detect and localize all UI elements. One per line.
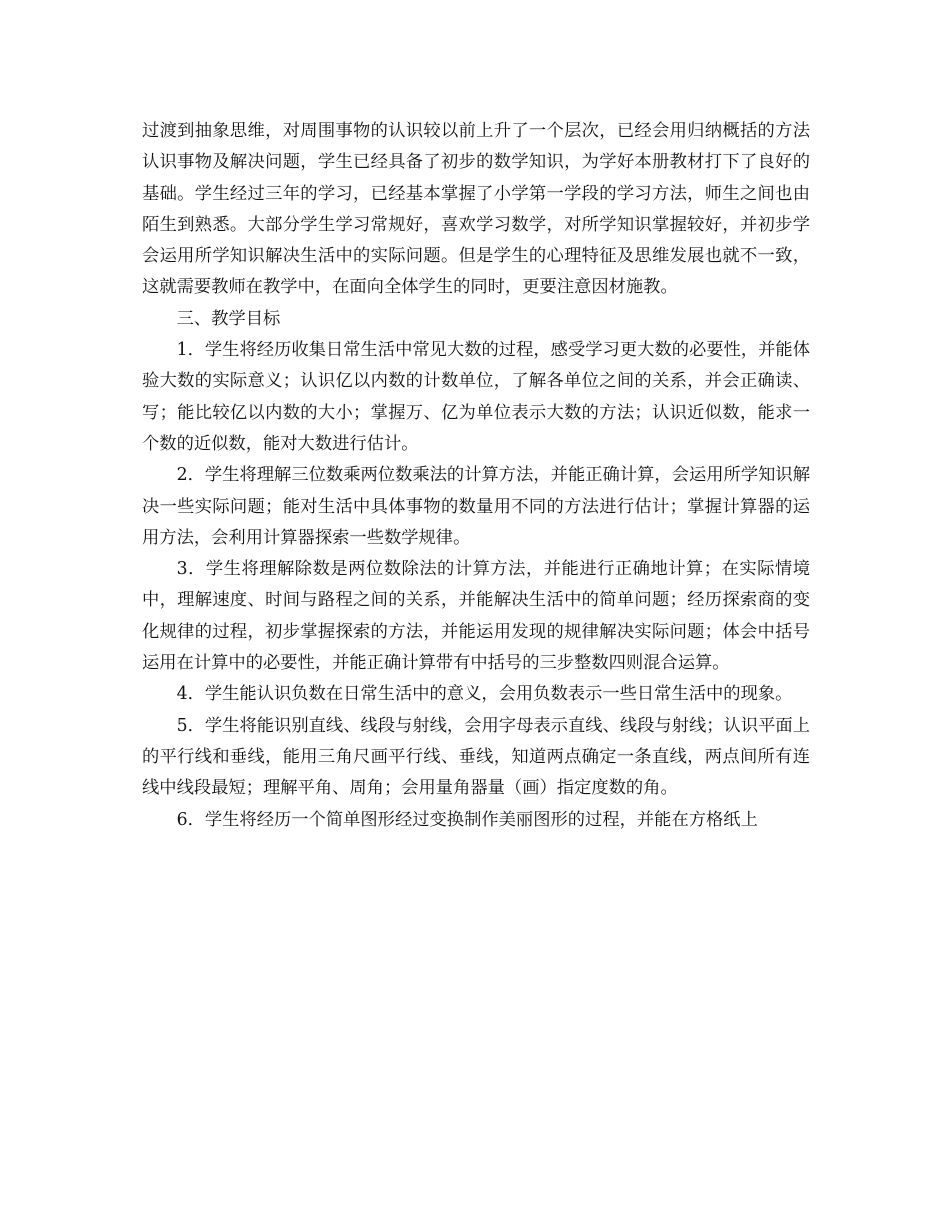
goal-paragraph-2: 2．学生将理解三位数乘两位数乘法的计算方法，并能正确计算，会运用所学知识解决一些实际问题；能对生活中具体事物的数量用不同的方法进行估计；掌握计算器的运用方法，会利用计算器探索一些数学规律。 xyxy=(142,465,810,548)
section-heading: 三、教学目标 xyxy=(176,308,281,329)
goal-paragraph-4: 4．学生能认识负数在日常生活中的意义，会用负数表示一些日常生活中的现象。 xyxy=(176,684,793,705)
goal-paragraph-3: 3．学生将理解除数是两位数除法的计算方法，并能进行正确地计算；在实际情境中，理解速度、时间与路程之间的关系，并能解决生活中的简单问题；经历探索商的变化规律的过程，初步掌握探索的方法，并能运用发现的规律解决实际问题；体会中括号运用在计算中的必要性，并能正确计算带有中括号的三步整数四则混合运算。 xyxy=(142,559,810,674)
intro-paragraph: 过渡到抽象思维，对周围事物的认识较以前上升了一个层次，已经会用归纳概括的方法认识事物及解决问题，学生已经具备了初步的数学知识，为学好本册教材打下了良好的基础。学生经过三年的学习，已经基本掌握了小学第一学段的学习方法，师生之间也由陌生到熟悉。大部分学生学习常规好，喜欢学习数学，对所学知识掌握较好，并初步学会运用所学知识解决生活中的实际问题。但是学生的心理特征及思维发展也就不一致，这就需要教师在教学中，在面向全体学生的同时，更要注意因材施教。 xyxy=(142,121,810,298)
document-page xyxy=(142,116,810,836)
goal-paragraph-6: 6．学生将经历一个简单图形经过变换制作美丽图形的过程，并能在方格纸上 xyxy=(176,809,758,830)
goal-paragraph-1: 1．学生将经历收集日常生活中常见大数的过程，感受学习更大数的必要性，并能体验大数的实际意义；认识亿以内数的计数单位，了解各单位之间的关系，并会正确读、写；能比较亿以内数的大小；掌握万、亿为单位表示大数的方法；认识近似数，能求一个数的近似数，能对大数进行估计。 xyxy=(142,340,810,454)
goal-paragraph-5: 5．学生将能识别直线、线段与射线，会用字母表示直线、线段与射线；认识平面上的平行线和垂线，能用三角尺画平行线、垂线，知道两点确定一条直线，两点间所有连线中线段最短；理解平角、周角；会用量角器量（画）指定度数的角。 xyxy=(142,715,810,799)
